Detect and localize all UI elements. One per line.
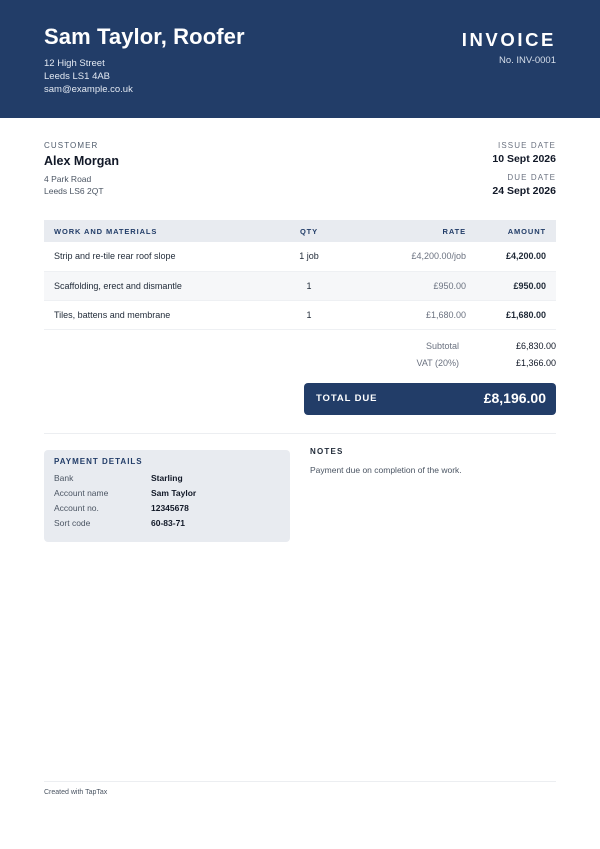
- payment-details-title: PAYMENT DETAILS: [54, 457, 143, 466]
- table-row: [44, 300, 556, 329]
- notes-title: NOTES: [310, 447, 344, 456]
- business-email: sam@example.co.uk: [44, 84, 133, 95]
- payment-value: Sam Taylor: [151, 488, 197, 498]
- item-description: Strip and re-tile rear roof slope: [44, 242, 264, 271]
- item-description: Scaffolding, erect and dismantle: [44, 271, 264, 300]
- item-rate: £4,200.00/job: [354, 242, 466, 271]
- payment-label: Bank: [54, 473, 74, 483]
- dates-block: [492, 141, 556, 197]
- customer-name: Alex Morgan: [44, 154, 120, 168]
- item-qty: 1 job: [264, 242, 354, 271]
- payment-row-account-no: [54, 503, 284, 515]
- line-items-table: [44, 220, 556, 330]
- subtotal-row: [380, 341, 556, 355]
- customer-address: [44, 173, 119, 197]
- business-address-line1: 12 High Street: [44, 58, 105, 69]
- item-description: Tiles, battens and membrane: [44, 300, 264, 329]
- table-header-row: [44, 220, 556, 242]
- subtotal-value: £6,830.00: [515, 341, 556, 351]
- payment-label: Account no.: [54, 503, 99, 513]
- due-date-label: DUE DATE: [507, 173, 556, 182]
- column-header-amount: AMOUNT: [466, 220, 556, 242]
- customer-block: [44, 141, 119, 197]
- due-date: 24 Sept 2026: [492, 185, 556, 197]
- item-qty: 1: [264, 271, 354, 300]
- payment-row-sort-code: [54, 518, 284, 530]
- payment-value: Starling: [151, 473, 183, 483]
- notes-block: [310, 447, 556, 475]
- payment-value: 12345678: [151, 503, 189, 513]
- payment-row-bank: [54, 473, 284, 485]
- table-row: [44, 271, 556, 300]
- issue-date: 10 Sept 2026: [492, 153, 556, 165]
- invoice-number: No. INV-0001: [498, 55, 556, 66]
- footer-divider: [44, 781, 556, 782]
- payment-value: 60-83-71: [151, 518, 186, 528]
- customer-label: CUSTOMER: [44, 141, 99, 150]
- item-amount: £950.00: [466, 271, 556, 300]
- document-title: INVOICE: [461, 29, 556, 50]
- business-contact: [44, 57, 133, 96]
- vat-value: £1,366.00: [515, 358, 556, 368]
- customer-address-line2: Leeds LS6 2QT: [44, 186, 104, 196]
- vat-row: [380, 358, 556, 372]
- item-rate: £1,680.00: [354, 300, 466, 329]
- payment-label: Sort code: [54, 518, 91, 528]
- section-divider: [44, 433, 556, 434]
- payment-label: Account name: [54, 488, 109, 498]
- item-amount: £1,680.00: [466, 300, 556, 329]
- vat-label: VAT (20%): [416, 358, 459, 368]
- column-header-description: WORK AND MATERIALS: [44, 220, 264, 242]
- business-name: Sam Taylor, Roofer: [44, 24, 245, 49]
- business-address-line2: Leeds LS1 4AB: [44, 71, 111, 82]
- subtotal-label: Subtotal: [425, 341, 459, 351]
- invoice-header: [0, 0, 600, 118]
- payment-details-card: [44, 450, 290, 542]
- footer-credit: Created with TapTax: [44, 789, 108, 796]
- item-amount: £4,200.00: [466, 242, 556, 271]
- item-rate: £950.00: [354, 271, 466, 300]
- total-due-label: TOTAL DUE: [316, 393, 378, 404]
- column-header-qty: QTY: [264, 220, 354, 242]
- issue-date-label: ISSUE DATE: [498, 141, 556, 150]
- table-row: [44, 242, 556, 271]
- customer-address-line1: 4 Park Road: [44, 174, 92, 184]
- notes-text: Payment due on completion of the work.: [310, 465, 462, 475]
- total-due-bar: [304, 383, 556, 415]
- total-due-value: £8,196.00: [483, 390, 546, 406]
- item-qty: 1: [264, 300, 354, 329]
- column-header-rate: RATE: [354, 220, 466, 242]
- payment-row-account-name: [54, 488, 284, 500]
